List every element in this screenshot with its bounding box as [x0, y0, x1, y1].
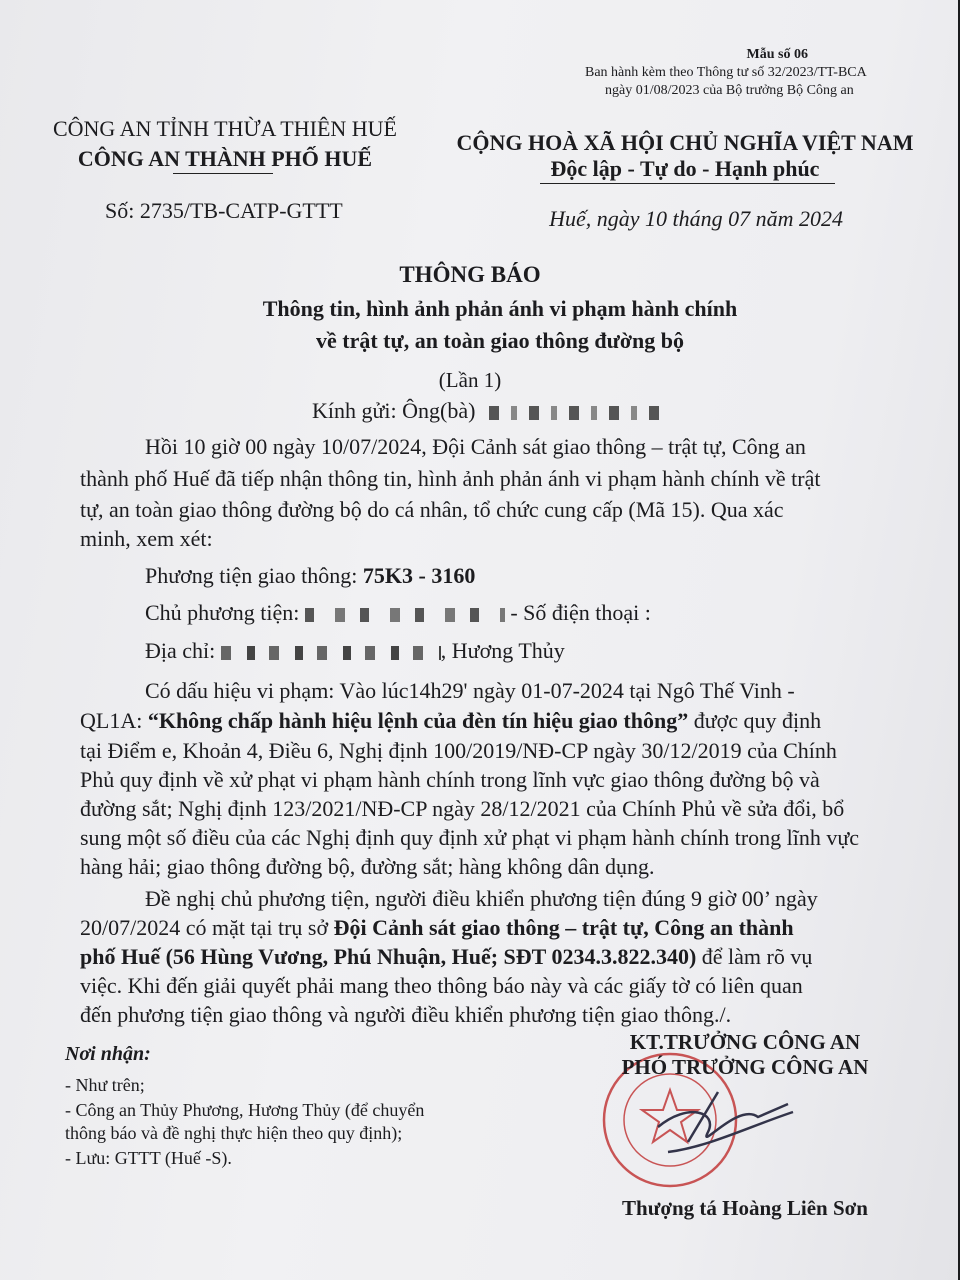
violation-line1: Có dấu hiệu vi phạm: Vào lúc14h29' ngày 01-07-2024 tại Ngô Thế Vinh - [145, 678, 795, 703]
request-line1: Đề nghị chủ phương tiện, người điều khiển phương tiện đúng 9 giờ 00’ ngày [145, 886, 818, 911]
motto: Độc lập - Tự do - Hạnh phúc [550, 156, 820, 181]
phone-label: - Số điện thoại : [510, 600, 651, 625]
request-office-address: phố Huế (56 Hùng Vương, Phú Nhuận, Huế; SĐT 0234.3.822.340) [80, 944, 697, 969]
vehicle-plate: 75K3 - 3160 [362, 563, 476, 588]
violation-line5: đường sắt; Nghị định 123/2021/NĐ-CP ngày 28/12/2021 của Chính Phủ về sửa đổi, bổ [80, 796, 845, 821]
vehicle-line [145, 560, 475, 592]
request-line3 [80, 941, 812, 973]
recipient-item: - Lưu: GTTT (Huế -S). [65, 1148, 232, 1168]
signature-title-1: KT.TRƯỞNG CÔNG AN [629, 1030, 861, 1054]
addressee-label: Kính gửi: Ông(bà) [312, 398, 476, 423]
violation-line4: Phủ quy định về xử phạt vi phạm hành chính trong lĩnh vực giao thông đường bộ và [80, 767, 820, 792]
document-subtitle-1: Thông tin, hình ảnh phản ánh vi phạm hành chính [262, 296, 738, 321]
request-office: Đội Cảnh sát giao thông – trật tự, Công an thành [333, 915, 794, 940]
request-line5: đến phương tiện giao thông và người điều khiển phương tiện giao thông./. [80, 1002, 732, 1027]
violation-line7: hàng hải; giao thông đường bộ, đường sắt; hàng không dân dụng. [80, 854, 655, 879]
form-issued-line2: ngày 01/08/2023 của Bộ trưởng Bộ Công an [605, 83, 854, 98]
vehicle-label: Phương tiện giao thông: [145, 563, 363, 588]
body-p1-line3: tự, an toàn giao thông đường bộ do cá nhân, tổ chức cung cấp (Mã 15). Qua xác [80, 497, 784, 522]
violation-description: “Không chấp hành hiệu lệnh của đèn tín hiệu giao thông” [147, 708, 689, 733]
body-p1-line2: thành phố Huế đã tiếp nhận thông tin, hình ảnh phản ánh vi phạm hành chính về trật [80, 466, 821, 491]
request-line2 [80, 912, 794, 944]
request-text-a: 20/07/2024 có mặt tại trụ sở [80, 915, 334, 940]
violation-line2 [80, 705, 821, 737]
request-text-b: để làm rõ vụ [696, 944, 813, 969]
signer-name: Thượng tá Hoàng Liên Sơn [622, 1196, 868, 1220]
request-line4: việc. Khi đến giải quyết phải mang theo thông báo này và các giấy tờ có liên quan [80, 973, 803, 998]
agency-underline [173, 173, 273, 174]
agency-name: CÔNG AN THÀNH PHỐ HUẾ [77, 146, 373, 171]
motto-underline [540, 183, 835, 184]
redacted-address [221, 646, 441, 660]
address-line [145, 635, 565, 667]
redacted-owner [305, 608, 505, 622]
violation-road: QL1A: [80, 708, 148, 733]
recipient-item: thông báo và đề nghị thực hiện theo quy định); [65, 1123, 403, 1143]
owner-line [145, 597, 651, 629]
violation-ref: được quy định [688, 708, 822, 733]
document-number: Số: 2735/TB-CATP-GTTT [105, 198, 343, 223]
address-tail: , Hương Thủy [440, 638, 565, 663]
form-issued-line1: Ban hành kèm theo Thông tư số 32/2023/TT-BCA [585, 65, 867, 80]
recipient-item: - Công an Thủy Phương, Hương Thủy (để chuyển [65, 1100, 425, 1120]
recipient-item: - Như trên; [65, 1075, 145, 1095]
document-date: Huế, ngày 10 tháng 07 năm 2024 [549, 206, 843, 231]
redacted-name [489, 406, 664, 420]
nation-title: CỘNG HOÀ XÃ HỘI CHỦ NGHĨA VIỆT NAM [456, 130, 914, 155]
body-p1-line4: minh, xem xét: [80, 526, 213, 551]
notice-round: (Lần 1) [438, 368, 502, 392]
address-label: Địa chỉ: [145, 638, 216, 663]
owner-label: Chủ phương tiện: [145, 600, 300, 625]
recipients-title: Nơi nhận: [65, 1043, 151, 1065]
document-subtitle-2: về trật tự, an toàn giao thông đường bộ [315, 328, 684, 353]
violation-line3: tại Điểm e, Khoản 4, Điều 6, Nghị định 100/2019/NĐ-CP ngày 30/12/2019 của Chính [80, 738, 837, 763]
agency-parent: CÔNG AN TỈNH THỪA THIÊN HUẾ [52, 116, 397, 141]
signature-title-2: PHÓ TRƯỞNG CÔNG AN [621, 1055, 869, 1079]
form-number: Mẫu số 06 [746, 47, 808, 62]
document-title: THÔNG BÁO [399, 262, 541, 287]
addressee [312, 398, 664, 424]
body-p1-line1: Hồi 10 giờ 00 ngày 10/07/2024, Đội Cảnh sát giao thông – trật tự, Công an [145, 434, 806, 459]
violation-line6: sung một số điều của các Nghị định quy định xử phạt vi phạm hành chính trong lĩnh vực [80, 825, 860, 850]
